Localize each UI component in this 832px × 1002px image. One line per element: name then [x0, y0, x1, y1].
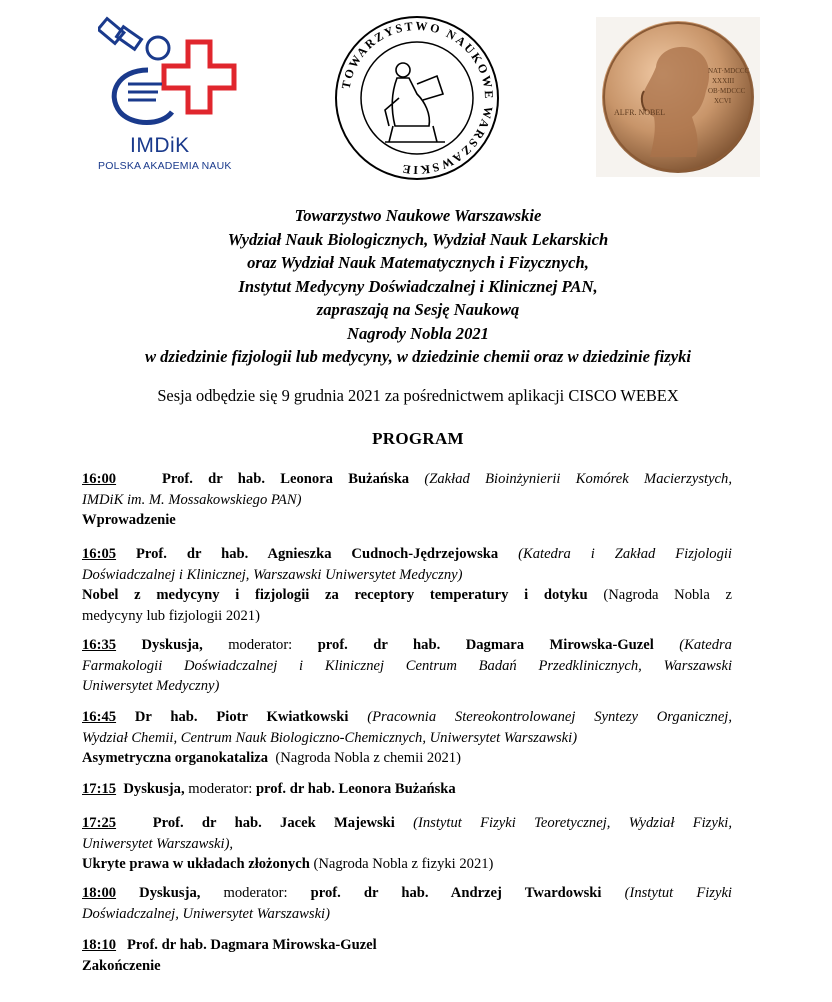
agenda-time: 16:00 — [82, 471, 117, 487]
svg-text:ALFR. NOBEL: ALFR. NOBEL — [614, 108, 666, 117]
affiliation: (Pracownia Stereokontrolowanej Syntezy Organicznej, — [367, 709, 732, 725]
agenda-item — [82, 469, 732, 531]
speaker-name: Prof. dr hab. Jacek Majewski — [152, 815, 395, 831]
affiliation: IMDiK im. M. Mossakowskiego PAN) — [82, 491, 302, 508]
logo-row — [0, 0, 832, 190]
moderator-prefix: moderator: — [228, 637, 293, 653]
prize-note: (Nagroda Nobla z chemii 2021) — [275, 750, 461, 766]
imdik-subtitle: POLSKA AKADEMIA NAUK — [98, 160, 232, 172]
agenda-time: 16:45 — [82, 709, 117, 725]
agenda-item — [82, 883, 732, 924]
agenda-time: 18:10 — [82, 937, 117, 953]
header-line: Nagrody Nobla 2021 — [347, 323, 489, 343]
agenda-item — [82, 813, 732, 875]
header-line: oraz Wydział Nauk Matematycznych i Fizycznych, — [247, 253, 589, 272]
program-title: PROGRAM — [372, 429, 464, 448]
agenda-item — [82, 779, 732, 800]
moderator-prefix: moderator: — [188, 781, 253, 797]
discussion-label: Dyskusja, — [141, 637, 203, 653]
speaker-name: Prof. dr hab. Dagmara Mirowska-Guzel — [127, 937, 377, 953]
header-line: w dziedzinie fizjologii lub medycyny, w dziedzinie chemii oraz w dziedzinie fizyki — [144, 347, 692, 366]
agenda-time: 16:35 — [82, 637, 117, 653]
affiliation: (Katedra — [679, 637, 732, 653]
imdik-logo — [98, 14, 258, 176]
agenda-time: 18:00 — [82, 885, 117, 901]
affiliation: (Instytut Fizyki Teoretycznej, Wydział Fizyki, — [413, 815, 733, 831]
moderator-name: prof. dr hab. Dagmara Mirowska-Guzel — [317, 637, 654, 653]
invitation-header — [60, 204, 776, 369]
nobel-medal — [596, 17, 760, 177]
agenda-time: 17:15 — [82, 781, 117, 797]
prize-note: medycyny lub fizjologii 2021) — [82, 607, 260, 624]
talk-title: Nobel z medycyny i fizjologii za receptory temperatury i dotyku — [82, 587, 588, 603]
discussion-label: Dyskusja, — [139, 885, 201, 901]
agenda-item — [82, 935, 732, 976]
agenda-item — [82, 707, 732, 769]
discussion-label: Dyskusja, — [123, 781, 185, 797]
tnw-seal — [333, 14, 501, 182]
header-line: zapraszają na Sesję Naukową — [316, 300, 520, 319]
speaker-name: Dr hab. Piotr Kwiatkowski — [134, 709, 349, 725]
affiliation: (Zakład Bioinżynierii Komórek Macierzystych, — [424, 471, 732, 487]
affiliation: (Katedra i Zakład Fizjologii — [518, 546, 732, 562]
microscope-icon — [98, 14, 258, 134]
affiliation: Wydział Chemii, Centrum Nauk Biologiczno-Chemicznych, Uniwersytet Warszawski) — [82, 729, 578, 746]
prize-note: (Nagroda Nobla z fizyki 2021) — [313, 856, 494, 872]
affiliation: Doświadczalnej i Klinicznej, Warszawski Uniwersytet Medyczny) — [82, 566, 463, 583]
header-line: Towarzystwo Naukowe Warszawskie — [294, 206, 542, 225]
agenda-time: 16:05 — [82, 546, 117, 562]
speaker-name: Prof. dr hab. Agnieszka Cudnoch-Jędrzejowska — [136, 546, 499, 562]
talk-title: Wprowadzenie — [82, 512, 176, 528]
header-line: Instytut Medycyny Doświadczalnej i Klinicznej PAN, — [238, 276, 598, 296]
moderator-prefix: moderator: — [223, 885, 288, 901]
svg-text:XXXIII: XXXIII — [712, 77, 735, 85]
affiliation: Uniwersytet Warszawski), — [82, 835, 234, 852]
talk-title: Ukryte prawa w układach złożonych — [82, 856, 310, 872]
talk-title: Asymetryczna organokataliza — [82, 750, 269, 766]
svg-text:NAT·MDCCC: NAT·MDCCC — [708, 67, 750, 75]
speaker-name: Prof. dr hab. Leonora Bużańska — [161, 471, 410, 487]
svg-text:XCVI: XCVI — [714, 97, 732, 105]
moderator-name: prof. dr hab. Leonora Bużańska — [255, 781, 456, 797]
svg-text:OB·MDCCC: OB·MDCCC — [708, 87, 746, 95]
moderator-name: prof. dr hab. Andrzej Twardowski — [310, 885, 602, 901]
agenda-item — [82, 635, 732, 697]
agenda-time: 17:25 — [82, 815, 117, 831]
session-info: Sesja odbędzie się 9 grudnia 2021 za pośrednictwem aplikacji CISCO WEBEX — [157, 386, 679, 405]
svg-text:TOWARZYSTWO NAUKOWE WARSZAWSKI: TOWARZYSTWO NAUKOWE WARSZAWSKIE — [338, 18, 497, 178]
talk-title: Zakończenie — [82, 957, 161, 974]
seated-figure-icon — [385, 63, 445, 142]
header-line: Wydział Nauk Biologicznych, Wydział Nauk Lekarskich — [227, 229, 609, 249]
prize-note: (Nagroda Nobla z — [603, 587, 732, 603]
affiliation: (Instytut Fizyki — [624, 885, 732, 901]
affiliation: Doświadczalnej, Uniwersytet Warszawski) — [82, 905, 330, 922]
affiliation: Uniwersytet Medyczny) — [82, 678, 220, 694]
agenda-item — [82, 544, 732, 626]
affiliation: Farmakologii Doświadczalnej i Klinicznej Centrum Badań Przedklinicznych, Warszawski — [82, 657, 732, 674]
imdik-name: IMDiK — [130, 134, 190, 157]
